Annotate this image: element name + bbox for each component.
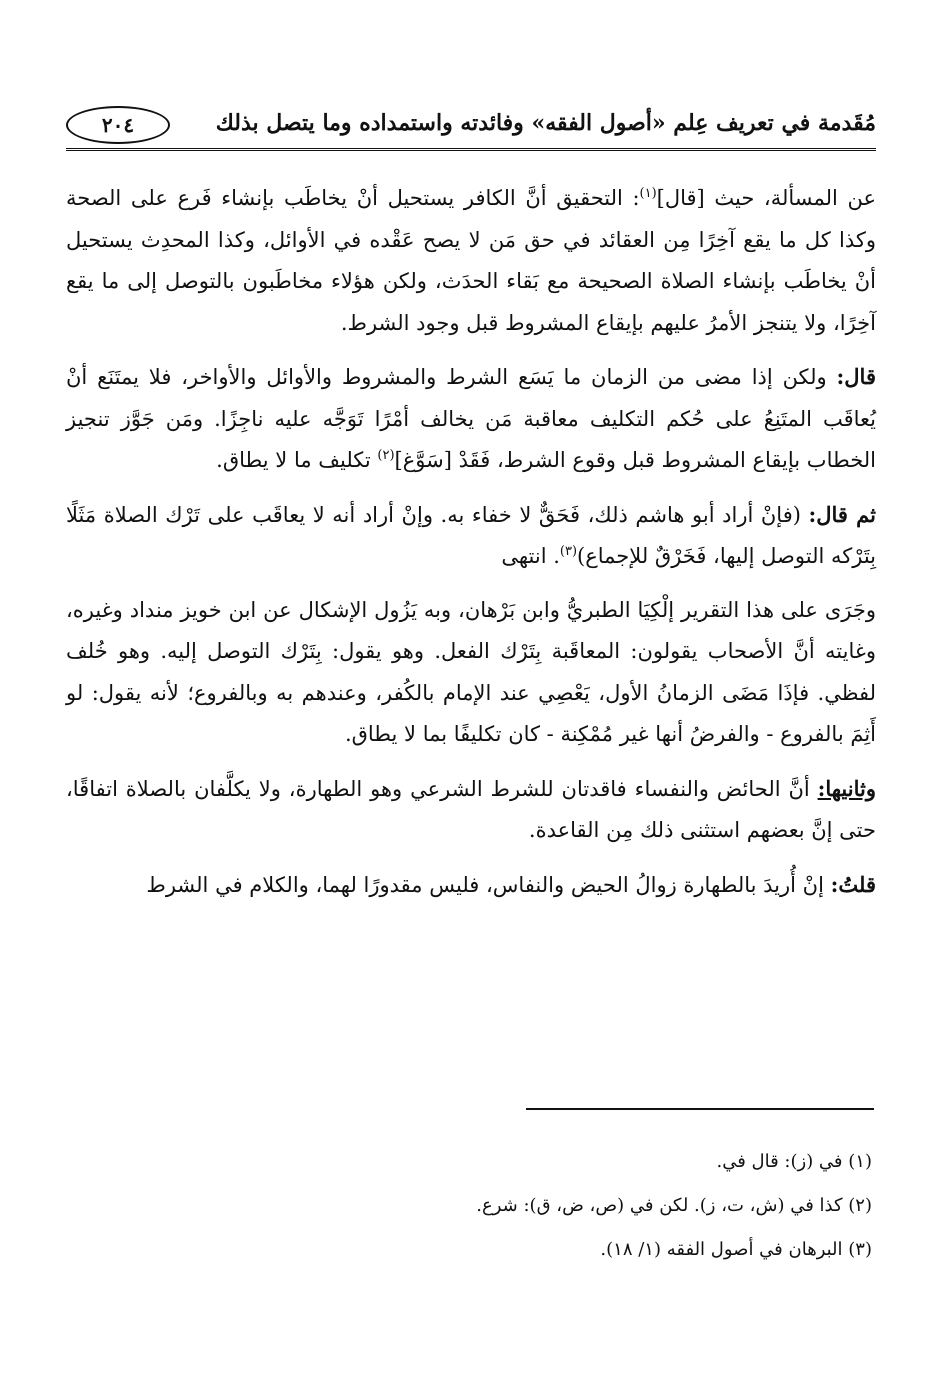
paragraph-text-rest: : التحقيق أنَّ الكافر يستحيل أنْ يخاطَب بإنشاء فَرع على الصحة وكذا كل ما يقع آخِرًا مِن العقائد في حق مَن لا يصح عَقْده في الأوائل، وكذا المحدِث يستحيل أنْ يخاطَب بإنشاء الصلاة الصحيحة مع بَقاء الحدَث، ولكن هؤلاء مخاطَبون بالتوصل إلى ما يقع آخِرًا، ولا يتنجز الأمرُ عليهم بإيقاع المشروط قبل وجود الشرط. [66, 186, 876, 335]
paragraph-text: وجَرَى على هذا التقرير إلْكِيَا الطبريُّ وابن بَرْهان، وبه يَزُول الإشكال عن ابن خويز منداد وغيره، وغايته أنَّ الأصحاب يقولون: المعاقَبة بِتَرْك الفعل. وهو يقول: بِتَرْك التوصل إليه. وهو خُلف لفظي. فإذَا مَضَى الزمانُ الأول، يَعْصِي عند الإمام بالكُفر، وعندهم به وبالفروع؛ لأنه يقول: لو أَثِمَ بالفروع - والفرضُ أنها غير مُمْكِنة - كان تكليفًا بما لا يطاق. [66, 597, 876, 746]
main-text [66, 178, 876, 918]
paragraph-2 [66, 356, 876, 482]
paragraph-1 [66, 178, 876, 344]
paragraph-5 [66, 768, 876, 852]
footnote-3: (٣) البرهان في أصول الفقه (١/ ١٨). [600, 1239, 872, 1260]
paragraph-text: عن المسألة، حيث [قال] [656, 186, 876, 210]
paragraph-lead: ثم قال: [808, 501, 876, 527]
footnote-1: (١) في (ز): قال في. [716, 1151, 872, 1172]
footnote-separator [526, 1108, 874, 1110]
footnote-ref-3: (٣) [559, 544, 578, 559]
paragraph-4 [66, 590, 876, 756]
paragraph-text-rest: . انتهى [501, 544, 560, 568]
paragraph-text: (فإنْ أراد أبو هاشم ذلك، فَحَقٌّ لا خفاء به. وإنْ أراد أنه لا يعاقَب على تَرْك الصلاة مَثَلًا بِتَرْكه التوصل إليها، فَخَرْقٌ للإجماع) [66, 502, 876, 568]
header-rule [66, 148, 876, 151]
paragraph-lead: قال: [836, 364, 876, 389]
page-number: ٢٠٤ [66, 106, 170, 144]
footnote-ref-1: (١) [639, 186, 657, 201]
running-header [66, 104, 876, 154]
paragraph-3 [66, 494, 876, 578]
paragraph-lead: قلتُ: [830, 871, 876, 897]
paragraph-lead: وثانيها: [817, 775, 876, 801]
footnote-2: (٢) كذا في (ش، ت، ز). لكن في (ص، ض، ق): شرع. [476, 1195, 872, 1216]
header-title: مُقَدمة في تعريف عِلم «أصول الفقه» وفائدته واستمداده وما يتصل بذلك [215, 110, 876, 136]
paragraph-text-rest: تكليف ما لا يطاق. [216, 448, 378, 472]
paragraph-text: أنَّ الحائض والنفساء فاقدتان للشرط الشرعي وهو الطهارة، ولا يكلَّفان بالصلاة اتفاقًا، حتى إنَّ بعضهم استثنى ذلك مِن القاعدة. [66, 776, 876, 842]
footnotes [66, 1140, 872, 1272]
paragraph-text: ولكن إذا مضى من الزمان ما يَسَع الشرط والمشروط والأوائل والأواخر، فلا يمتَنَع أنْ يُعاقَب المتَنِعُ على حُكم التكليف معاقبة مَن يخالف أمْرًا تَوَجَّه عليه ناجِزًا. ومَن جَوَّز تنجيز الخطاب بإيقاع المشروط قبل وقوع الشرط، فَقَدْ [سَوَّغ] [66, 365, 876, 472]
footnote-ref-2: (٢) [377, 448, 395, 463]
paragraph-text: إنْ أُريدَ بالطهارة زوالُ الحيض والنفاس، فليس مقدورًا لهما، والكلام في الشرط [146, 872, 831, 897]
paragraph-6 [66, 864, 876, 907]
